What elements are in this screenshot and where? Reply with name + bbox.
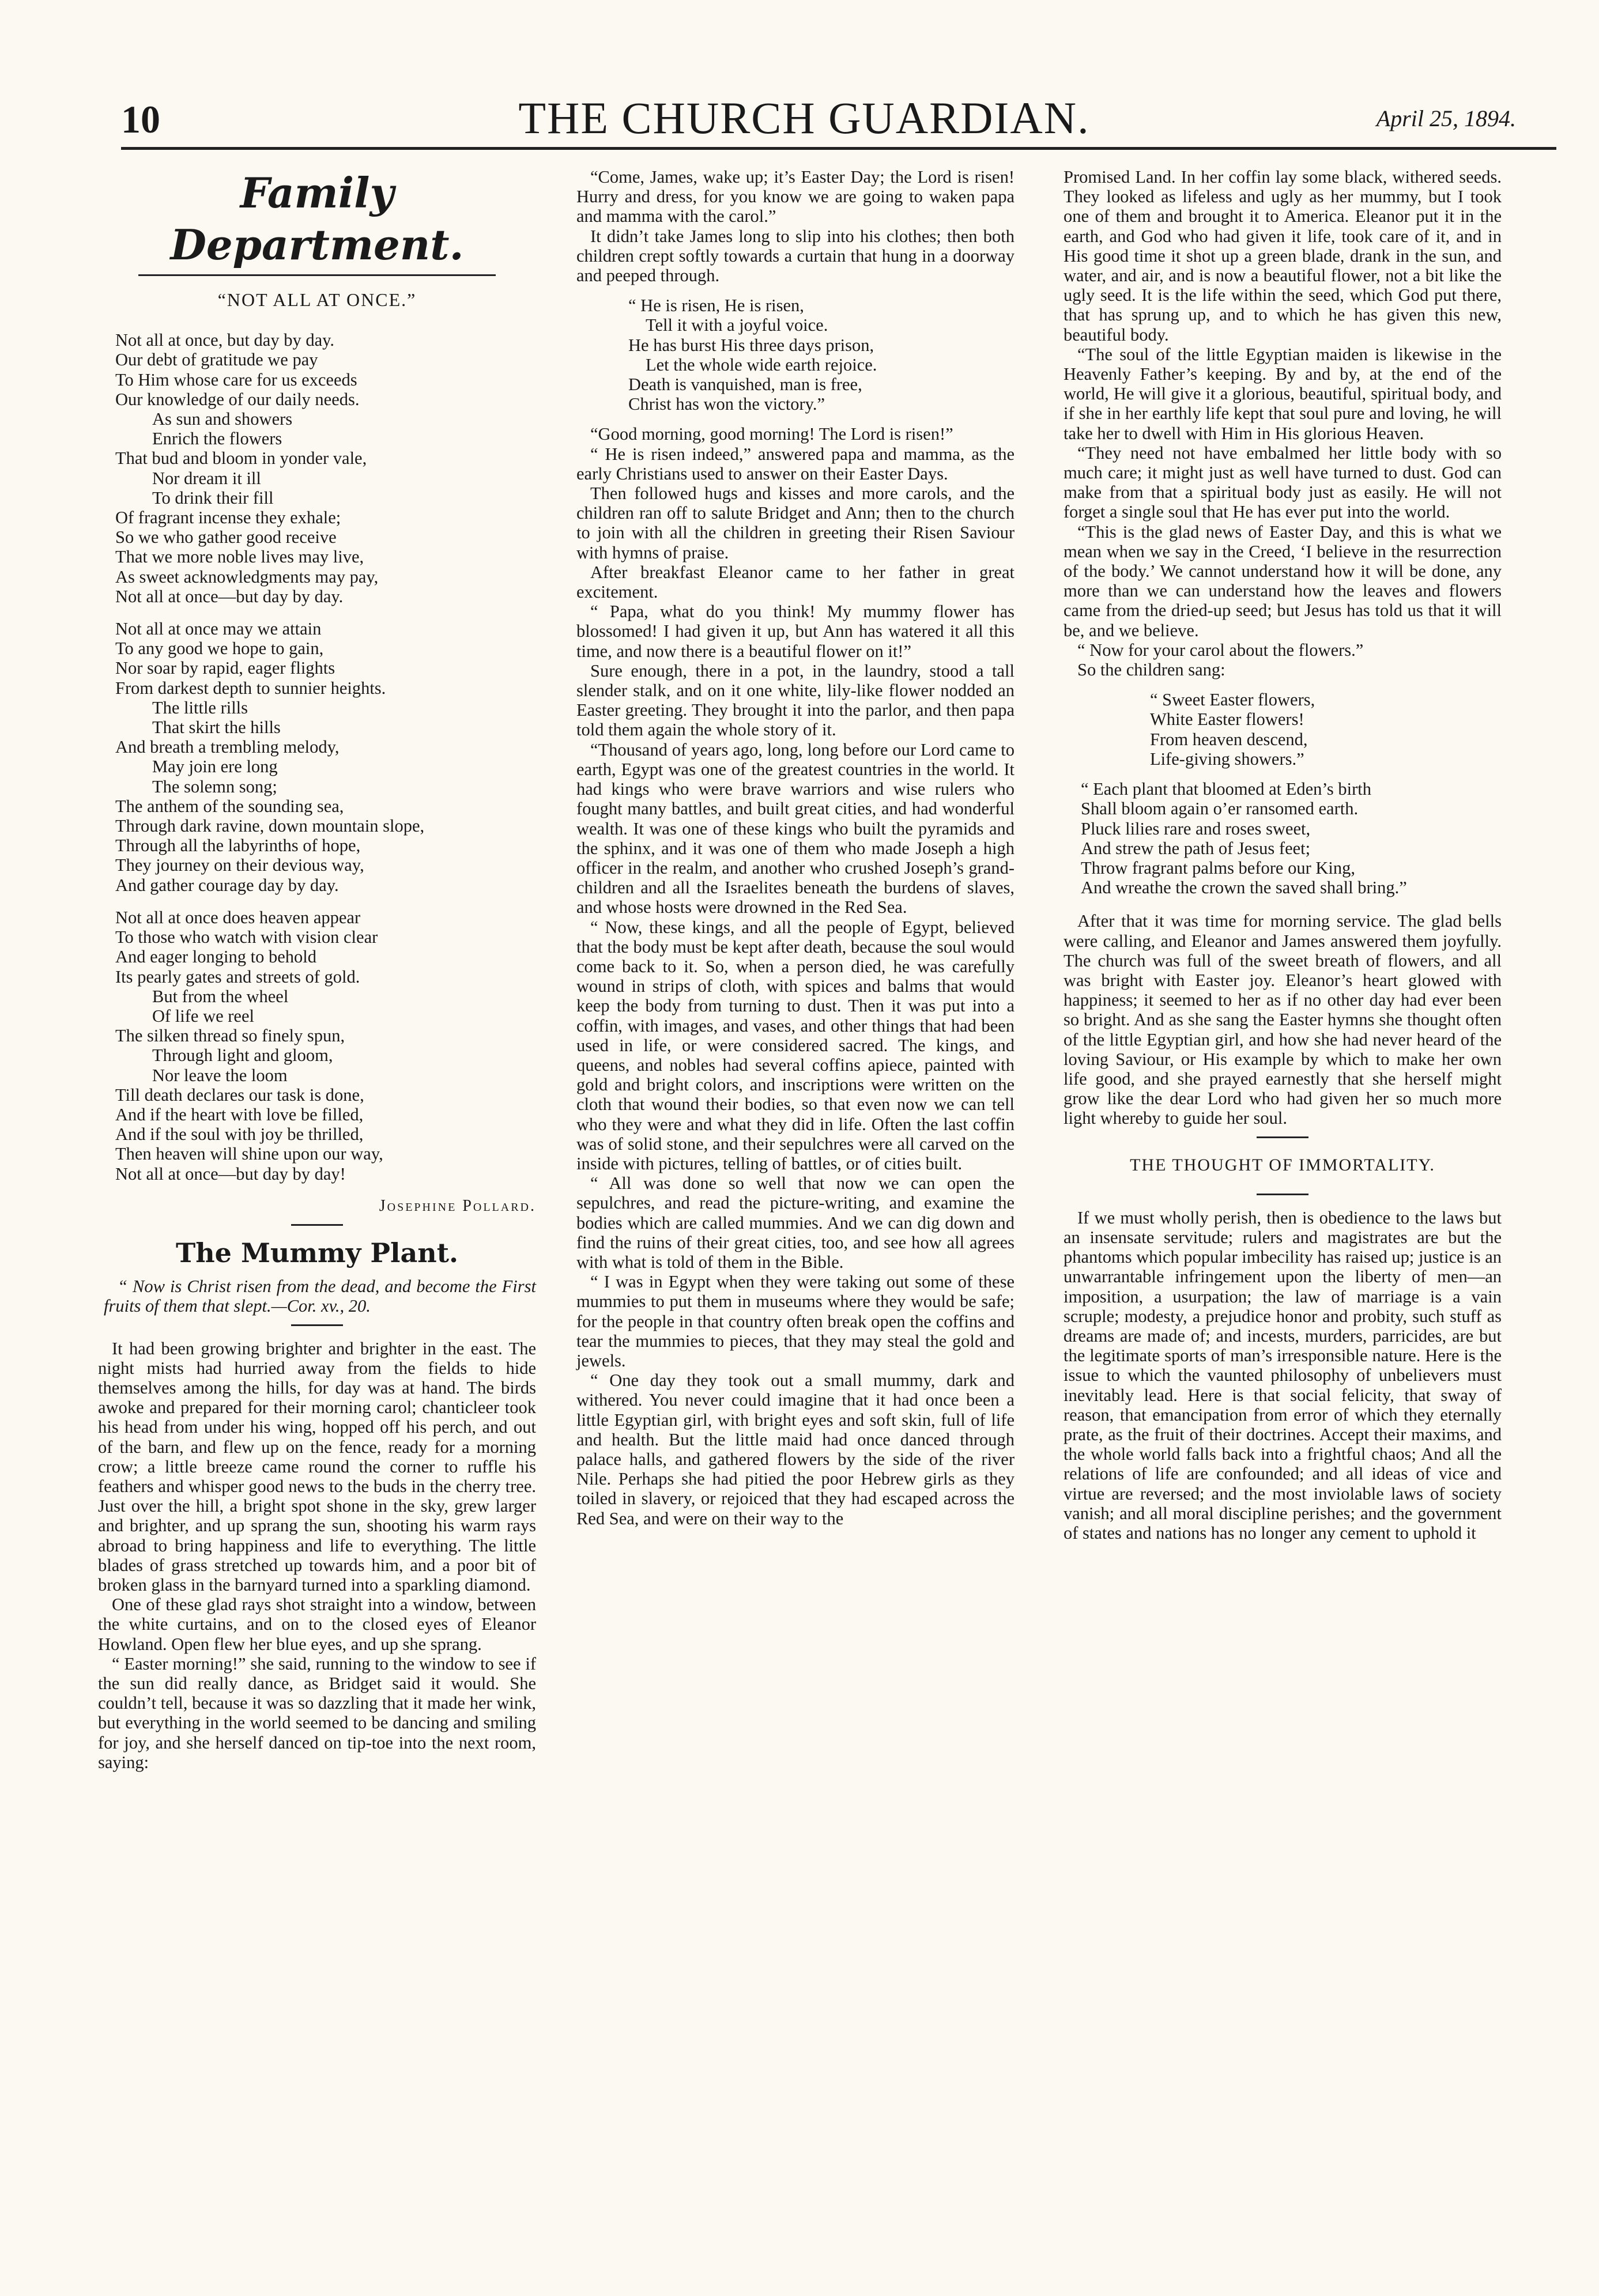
poem-line: Not all at once may we attain	[115, 619, 322, 639]
poem-line: Our debt of gratitude we pay	[115, 350, 318, 370]
poem-line: As sun and showers	[152, 409, 293, 429]
paragraph: “The soul of the little Egyptian maiden is likewise in the Heavenly Father’s keeping. By and by, at the end of the world, He will give it a glorious, beautiful, spiritual body, and if she in her earthly life kept that soul pure and loving, he will take her to dwell with Him in His glorious Heaven.	[1064, 344, 1502, 443]
masthead	[86, 86, 1522, 150]
flower-carol-stanza	[1081, 779, 1502, 897]
poem-line: And gather courage day by day.	[115, 875, 339, 895]
paragraph: So the children sang:	[1077, 660, 1225, 680]
paragraph: Sure enough, there in a pot, in the laundry, stood a tall slender stalk, and on it one white, lily-like flower nodded an Easter greeting. They brought it into the parlor, and then papa told them again the whole story of it.	[576, 660, 1015, 740]
poem-line: From darkest depth to sunnier heights.	[115, 678, 386, 698]
paragraph: After that it was time for morning service. The glad bells were calling, and Eleanor and James answered them joyfully. The church was full of the sweet breath of flowers, and all was bright with Easter joy. Eleanor’s heart glowed with happiness; it seemed to her as if no other day had ever been so bright. And as she sang the Easter hymns she thought often of the little Egyptian girl, and how she had never heard of the loving Saviour, or His example by which to make her own life good, and she prayed earnestly that she herself might grow like the dear Lord who had given her so much more light whereby to guide her soul.	[1064, 911, 1502, 1128]
page-number: 10	[121, 97, 160, 141]
verse-line: Life-giving showers.”	[1150, 749, 1304, 769]
paragraph: “Thousand of years ago, long, long before our Lord came to earth, Egypt was one of the greatest countries in the world. It had kings who were brave warriors and wise rulers who fought many battles, and built great cities, and had wonderful wealth. It was one of these kings who built the pyramids and the sphinx, and it was one of them who made Joseph a high officer in the realm, and another who crushed Joseph’s grand-children and all the Israelites beneath the burdens of slaves, and whose hosts were drowned in the Red Sea.	[576, 739, 1015, 917]
verse-line: Shall bloom again o’er ransomed earth.	[1081, 799, 1359, 819]
column-3	[1064, 167, 1502, 1543]
poem-stanza	[115, 330, 536, 606]
section-rule	[1257, 1194, 1308, 1195]
heading-rule	[138, 274, 496, 276]
poem-line: Till death declares our task is done,	[115, 1085, 364, 1105]
verse-line: “ Each plant that bloomed at Eden’s birth	[1081, 779, 1371, 799]
column-2	[576, 167, 1015, 1528]
poem-line: So we who gather good receive	[115, 527, 337, 547]
masthead-rule	[121, 147, 1556, 150]
poem-author: Josephine Pollard.	[379, 1196, 536, 1215]
poem-line: Nor leave the loom	[152, 1065, 288, 1085]
story-title: The Mummy Plant.	[176, 1237, 458, 1268]
poem-line: Through all the labyrinths of hope,	[115, 836, 361, 856]
verse-line: Throw fragrant palms before our King,	[1081, 858, 1355, 878]
poem-line: Enrich the flowers	[152, 429, 282, 449]
poem-stanza	[115, 619, 536, 895]
paragraph: One of these glad rays shot straight into a window, between the white curtains, and on to the closed eyes of Eleanor Howland. Open flew her blue eyes, and up she sprang.	[98, 1595, 536, 1654]
department-heading: Family Department.	[170, 168, 464, 269]
paragraph: “ One day they took out a small mummy, dark and withered. You never could imagine that it had once been a little Egyptian girl, with bright eyes and soft skin, full of life and health. But the little maid had once danced through palace halls, and gathered flowers by the side of the river Nile. Perhaps she had pitied the poor Hebrew girls as they toiled in slavery, or rejoiced that they had escaped across the Red Sea, and were on their way to the	[576, 1370, 1015, 1528]
poem-stanza	[115, 908, 536, 1184]
paragraph: “Good morning, good morning! The Lord is risen!”	[590, 424, 953, 444]
verse-line: Death is vanquished, man is free,	[628, 375, 862, 395]
poem-line: To those who watch with vision clear	[115, 927, 378, 947]
poem-line: That bud and bloom in yonder vale,	[115, 448, 367, 469]
poem-line: And breath a trembling melody,	[115, 737, 340, 757]
poem-title: “NOT ALL AT ONCE.”	[217, 289, 417, 310]
paragraph: “ Now, these kings, and all the people of Egypt, believed that the body must be kept after death, because the soul would come back to it. So, when a person died, he was carefully wound in strips of cloth, with spices and balms that would keep the body from turning to dust. Then it was put into a coffin, with images, and vases, and other things that had been used in life, or were considered sacred. The kings, and queens, and nobles had several coffins apiece, painted with gold and bright colors, and inscriptions were written on the cloth that wound their bodies, so that even now we can tell who they were and what they did in life. Often the last coffin was of solid stone, and their sepulchres were all carved on the inside with pictures, telling of battles, or of cities built.	[576, 917, 1015, 1173]
paragraph: “Come, James, wake up; it’s Easter Day; the Lord is risen! Hurry and dress, for you know we are going to waken papa and mamma with the carol.”	[576, 167, 1015, 226]
paragraph: “ Now for your carol about the flowers.”	[1077, 640, 1364, 660]
verse-line: “ He is risen, He is risen,	[628, 296, 804, 316]
poem-line: Of fragrant incense they exhale;	[115, 508, 341, 528]
poem-line: And if the soul with joy be thrilled,	[115, 1124, 364, 1145]
paragraph: “ Papa, what do you think! My mummy flower has blossomed! I had given it up, but Ann has watered it all this time, and now there is a beautiful flower on it!”	[576, 602, 1015, 661]
poem-line: Our knowledge of our daily needs.	[115, 389, 360, 409]
paragraph: After breakfast Eleanor came to her father in great excitement.	[576, 562, 1015, 602]
paragraph: “This is the glad news of Easter Day, and this is what we mean when we say in the Creed, ‘I believe in the resurrection of the body.’ We cannot understand how it will be done, any more than we can understand how the leaves and flowers came from the dried-up seed; but Jesus has told us that it will be, and we believe.	[1064, 522, 1502, 640]
issue-date: April 25, 1894.	[1376, 105, 1516, 131]
paragraph: It didn’t take James long to slip into his clothes; then both children crept softly towards a curtain that hung in a doorway and peeped through.	[576, 226, 1015, 286]
poem	[98, 330, 536, 1184]
verse-line: He has burst His three days prison,	[628, 335, 874, 355]
poem-line: Nor dream it ill	[152, 468, 261, 488]
paragraph: “ I was in Egypt when they were taking out some of these mummies to put them in museums where they would be safe; for the people in that country often break open the coffins and tear the mummies to pieces, that they may steal the gold and jewels.	[576, 1272, 1015, 1370]
paragraph: Promised Land. In her coffin lay some black, withered seeds. They looked as lifeless and ugly as her mummy, but I took one of them and brought it to America. Eleanor put it in the earth, and God who had given it life, took care of it, and in His good time it shot up a green blade, drank in the sun, and water, and air, and is now a beautiful flower, not a bit like the ugly seed. It is the life within the seed, which God put there, that has sprung up, and to which he has given this new, beautiful body.	[1064, 167, 1502, 345]
flower-carol	[1150, 690, 1502, 769]
column-1	[98, 167, 536, 1772]
poem-line: To drink their fill	[152, 488, 274, 508]
poem-line: Not all at once—but day by day!	[115, 1164, 346, 1184]
poem-line: Not all at once does heaven appear	[115, 907, 361, 927]
poem-line: Its pearly gates and streets of gold.	[115, 966, 360, 987]
poem-line: Nor soar by rapid, eager flights	[115, 658, 335, 678]
poem-line: Not all at once, but day by day.	[115, 330, 335, 350]
poem-line: But from the wheel	[152, 986, 289, 1006]
paragraph: “ Easter morning!” she said, running to the window to see if the sun did really dance, as Bridget said it would. She couldn’t tell, because it was so dazzling that it made her wink, but everything in the world seemed to be dancing and smiling for joy, and she herself danced on tip-toe into the next room, saying:	[98, 1653, 536, 1772]
poem-line: Through dark ravine, down mountain slope,	[115, 816, 425, 836]
verse-line: Pluck lilies rare and roses sweet,	[1081, 818, 1311, 839]
article-title: THE THOUGHT OF IMMORTALITY.	[1130, 1155, 1435, 1175]
poem-line: Through light and gloom,	[152, 1045, 333, 1066]
poem-line: As sweet acknowledgments may pay,	[115, 567, 379, 587]
paragraph: “ All was done so well that now we can open the sepulchres, and read the picture-writing, and examine the bodies which are called mummies. And we can dig down and find the ruins of their great cities, too, and see how all agrees with what is told of them in the Bible.	[576, 1173, 1015, 1272]
paragraph: “They need not have embalmed her little body with so much care; it might just as well have turned to dust. God can make from that a spiritual body just as easily. He will not forget a single soul that He has ever put into the world.	[1064, 443, 1502, 522]
poem-line: The solemn song;	[152, 776, 277, 796]
epigraph: “ Now is Christ risen from the dead, and become the First fruits of them that slept.—Cor. xv., 20.	[104, 1277, 536, 1316]
section-rule	[291, 1324, 343, 1326]
poem-line: Then heaven will shine upon our way,	[115, 1144, 383, 1164]
section-rule	[291, 1224, 343, 1226]
poem-line: And if the heart with love be filled,	[115, 1104, 364, 1124]
easter-verse	[628, 296, 1015, 414]
verse-line: Let the whole wide earth rejoice.	[646, 354, 877, 375]
paragraph: “ He is risen indeed,” answered papa and mamma, as the early Christians used to answer on their Easter Days.	[576, 444, 1015, 484]
poem-line: And eager longing to behold	[115, 947, 316, 967]
poem-line: The anthem of the sounding sea,	[115, 796, 344, 816]
poem-line: The little rills	[152, 697, 248, 717]
paragraph: If we must wholly perish, then is obedience to the laws but an insensate servitude; rulers and magistrates are but the phantoms which popular imbecility has raised up; justice is an unwarrantable infringement upon the liberty of men—an imposition, a usurpation; the law of marriage is a vain scruple; modesty, a prejudice honor and probity, such stuff as dreams are made of; and incests, murders, parricides, are but the legitimate sports of man’s irresponsible nature. Here is the issue to which the vaunted philosophy of unbelievers must inevitably lead. Here is that social felicity, that sway of reason, that emancipation from error of which they eternally prate, as the fruit of their doctrines. Accept their maxims, and the whole world falls back into a frightful chaos; And all the relations of life are confounded; and all ideas of vice and virtue are reversed; and the most inviolable laws of society vanish; and all moral discipline perishes; and the government of states and nations has no longer any cement to uphold it	[1064, 1207, 1502, 1543]
verse-line: From heaven descend,	[1150, 729, 1308, 749]
poem-line: Not all at once—but day by day.	[115, 586, 344, 606]
paragraph: It had been growing brighter and brighter in the east. The night mists had hurried away from the fields to hide themselves among the hills, for day was at hand. The birds awoke and prepared for their morning carol; chanticleer took his head from under his wing, hopped off his perch, and out of the barn, and flew up on the fence, ready for a morning crow; a little breeze came round the corner to ruffle his feathers and whisper good news to the buds in the cherry tree. Just over the hill, a bright spot shone in the sky, grew larger and brighter, and up sprang the sun, shooting his warm rays abroad to bring happiness and life to everything. The little blades of grass stretched up towards him, and a poor bit of broken glass in the barnyard turned into a sparkling diamond.	[98, 1338, 536, 1595]
poem-line: To any good we hope to gain,	[115, 639, 324, 659]
verse-line: And strew the path of Jesus feet;	[1081, 838, 1311, 858]
verse-line: Tell it with a joyful voice.	[646, 315, 828, 335]
poem-line: They journey on their devious way,	[115, 855, 364, 875]
poem-line: That skirt the hills	[152, 717, 281, 738]
poem-line: That we more noble lives may live,	[115, 547, 364, 567]
poem-line: The silken thread so finely spun,	[115, 1026, 345, 1046]
verse-line: “ Sweet Easter flowers,	[1150, 690, 1315, 710]
poem-line: To Him whose care for us exceeds	[115, 369, 357, 390]
paragraph: Then followed hugs and kisses and more carols, and the children ran off to salute Bridget and Ann; then to the church to join with all the children in greeting their Risen Saviour with hymns of praise.	[576, 484, 1015, 562]
section-rule	[1257, 1136, 1308, 1138]
verse-line: White Easter flowers!	[1150, 709, 1304, 730]
poem-line: Of life we reel	[152, 1006, 254, 1026]
verse-line: Christ has won the victory.”	[628, 394, 825, 414]
verse-line: And wreathe the crown the saved shall bring.”	[1081, 878, 1407, 898]
newspaper-title: THE CHURCH GUARDIAN.	[518, 93, 1090, 143]
poem-line: May join ere long	[152, 757, 278, 777]
